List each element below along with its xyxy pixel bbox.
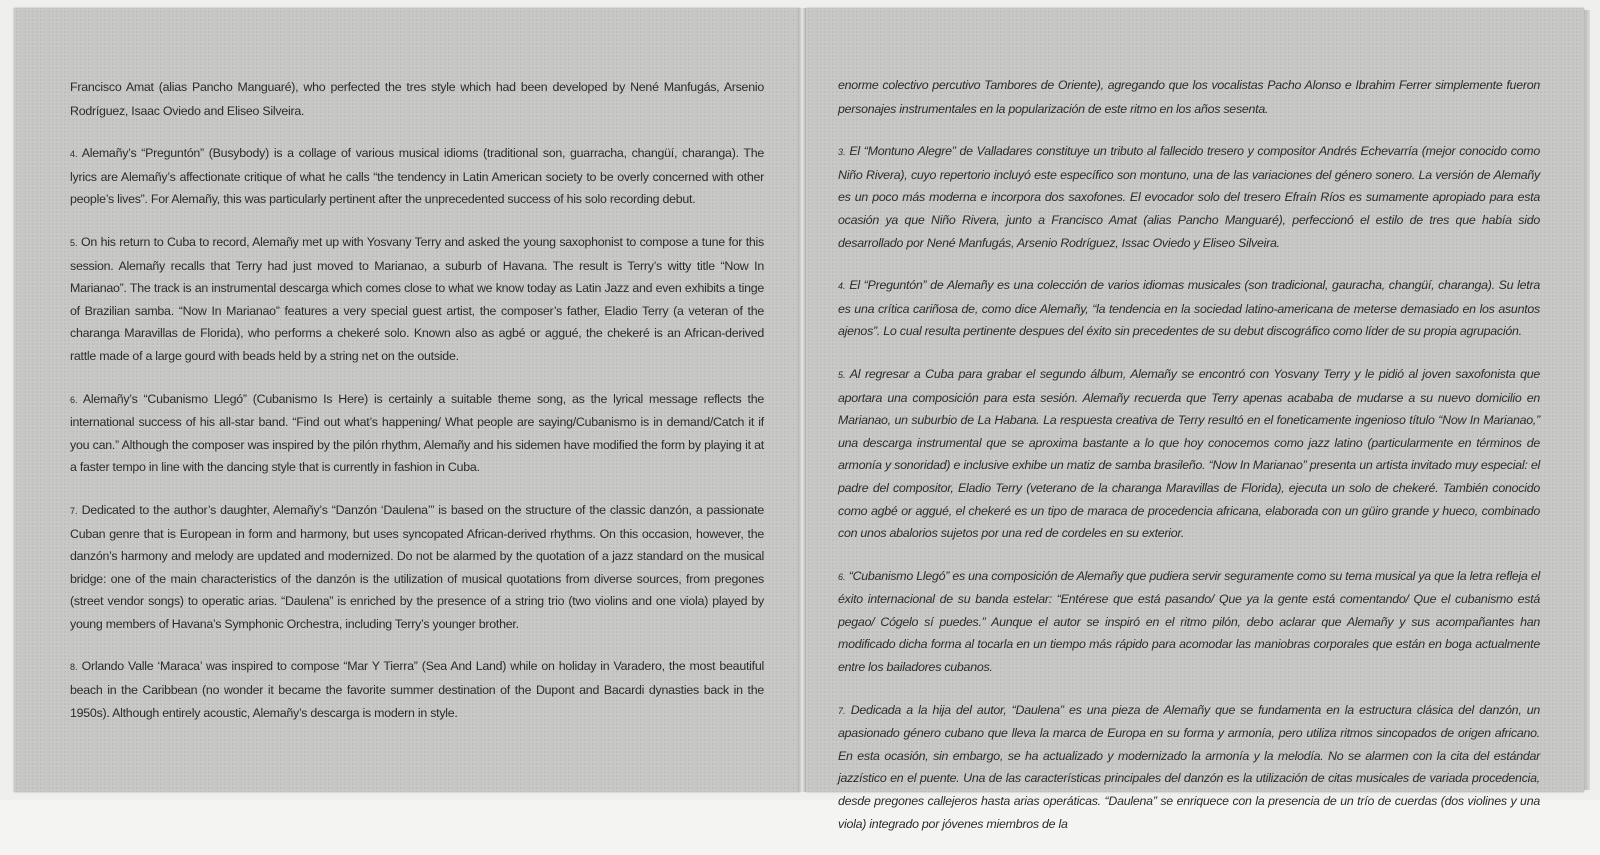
paragraph-number: 6. [838, 571, 846, 582]
left-page-text [70, 76, 764, 744]
paragraph-text: Orlando Valle ‘Maraca’ was inspired to compose “Mar Y Tierra” (Sea And Land) while on holiday in Varadero, the most beautiful beach in the Caribbean (no wonder it became the favorite summer destination of the Dupont and Bacardi dynasties back in the 1950s). Although entirely acoustic, Alemañy’s descarga is modern in style. [70, 659, 764, 720]
paragraph-text: Alemañy’s “Cubanismo Llegó” (Cubanismo Is Here) is certainly a suitable theme song, as the lyrical message reflects the international success of his all-star band. “Find out what’s happening/ What people are saying/Cubanismo is in demand/Catch it if you can.” Although the composer was inspired by the pilón rhythm, Alemañy and his sidemen have modified the form by playing it at a faster tempo in line with the dancing style that is currently in fashion in Cuba. [70, 391, 764, 475]
paragraph [838, 363, 1540, 545]
paragraph-number: 5. [70, 237, 78, 248]
paragraph-number: 4. [70, 149, 78, 160]
paragraph-text: Al regresar a Cuba para grabar el segundo álbum, Alemañy se encontró con Yosvany Terry y le pidió al joven saxofonista que aportara una composición para esta sesión. Alemañy recuerda que Terry apenas acababa de mudarse a su nuevo domicilio en Marianao, un suburbio de La Habana. La respuesta creativa de Terry resultó en el foneticamente ingenioso título “Now In Marianao,” una descarga instrumental que se aproxima bastante a lo que hoy conocemos como jazz latino (particularmente en términos de armonía y sonoridad) e inclusive exhibe un matiz de samba brasileño. “Now In Marianao” presenta un artista invitado muy especial: el padre del compositor, Eladio Terry (veterano de la charanga Maravillas de Florida), ejecuta un solo de chekeré. También conocido como agbé or aggué, el chekeré es un tipo de maraca de procedencia africana, elaborada con un güiro grande y hueco, combinado con unos abalorios sujetos por una red de cordeles en su exterior. [838, 366, 1540, 541]
paragraph-number: 5. [838, 369, 846, 380]
paragraph-text: Dedicated to the author’s daughter, Alemañy’s “Danzón ‘Daulena’” is based on the structure of the classic danzón, a passionate Cuban genre that is European in form and harmony, but uses syncopated African-derived rhythms. On this occasion, however, the danzón’s harmony and melody are updated and modernized. Do not be alarmed by the quotation of a jazz standard on the musical bridge: one of the main characteristics of the danzón is the utilization of musical quotations from diverse sources, from pregones (street vendor songs) to operatic arias. “Daulena” is enriched by the presence of a string trio (two violins and one viola) played by young members of Havana’s Symphonic Orchestra, including Terry’s younger brother. [70, 502, 764, 631]
paragraph [838, 74, 1540, 120]
page-edge [1584, 10, 1590, 790]
paragraph-number: 7. [838, 705, 846, 716]
paragraph-number: 8. [70, 662, 78, 673]
paragraph-text: Francisco Amat (alias Pancho Manguaré), who perfected the tres style which had been developed by Nené Manfugás, Arsenio Rodríguez, Isaac Oviedo and Eliseo Silveira. [70, 80, 764, 118]
paragraph-text: On his return to Cuba to record, Alemañy met up with Yosvany Terry and asked the young saxophonist to compose a tune for this session. Alemañy recalls that Terry had just moved to Marianao, a suburb of Havana. The result is Terry’s witty title “Now In Marianao”. The track is an instrumental descarga which comes close to what we know today as Latin Jazz and even exhibits a tinge of Brazilian samba. “Now In Marianao” features a very special guest artist, the composer’s father, Eladio Terry (a veteran of the charanga Maravillas de Florida), who performs a chekeré solo. Known also as agbé or aggué, the chekeré is an African-derived rattle made of a large gourd with beads held by a string net on the outside. [70, 234, 764, 363]
paragraph-text: El “Preguntón” de Alemañy es una colección de varios idiomas musicales (son tradicional, gauracha, changüí, charanga). Su letra es una crítica cariñosa de, como dice Alemañy, “la tendencia en la sociedad latino-americana de meterse demasiado en los asuntos ajenos”. Lo cual resulta pertinente despues del éxito sin precedentes de su debut discográfico como líder de su propia agrupación. [838, 278, 1540, 339]
paragraph-number: 7. [70, 505, 78, 516]
paragraph [70, 655, 764, 724]
paragraph-text: “Cubanismo Llegó” es una composición de Alemañy que pudiera servir seguramente como su tema musical ya que la letra refleja el éxito internacional de su banda estelar: “Entérese que está pasando/ Que ya la gente está comentando/ Que el cubanismo está pegao/ Cógelo sí puedes.” Aunque el autor se inspiró en el ritmo pilón, debo aclarar que Alemañy y sus acompañantes han modificado dicha forma al tocarla en un tiempo más rápido para acomodar las maniobras corporales que están en boga actualmente entre los bailadores cubanos. [838, 568, 1540, 675]
paragraph-text: enorme colectivo percutivo Tambores de Oriente), agregando que los vocalistas Pacho Alonso e Ibrahim Ferrer simplemente fueron personajes instrumentales en la popularización de este ritmo en los años sesenta. [838, 78, 1540, 116]
paragraph-text: Alemañy’s “Preguntón” (Busybody) is a collage of various musical idioms (traditional son, guarracha, changüí, charanga). The lyrics are Alemañy’s affectionate critique of what he calls “the tendency in Latin American society to be overly concerned with other people’s lives”. For Alemañy, this was particularly pertinent after the unprecedented success of his solo recording debut. [70, 146, 764, 207]
paragraph-number: 6. [70, 394, 78, 405]
paragraph [838, 699, 1540, 836]
paragraph [70, 388, 764, 479]
right-page [806, 8, 1584, 831]
paragraph [70, 142, 764, 211]
paragraph [838, 565, 1540, 679]
right-page-text [838, 74, 1540, 855]
paragraph-text: Dedicada a la hija del autor, “Daulena” es una pieza de Alemañy que se fundamenta en la estructura clásica del danzón, un apasionado género cubano que lleva la marca de Europa en su forma y armonía, pero utiliza ritmos sincopados de origen africano. En esta ocasión, sin embargo, se ha actualizado y modernizado la armonía y la melodía. No se alarmen con la cita del estándar jazzístico en el puente. Una de las características principales del danzón es la utilización de citas musicales de variada procedencia, desde pregones callejeros hasta arias operáticas. “Daulena” se enriquece con la presencia de un trío de cuerdas (dos violines y una viola) integrado por jóvenes miembros de la [838, 702, 1540, 831]
paragraph-number: 3. [838, 147, 846, 158]
paragraph [838, 140, 1540, 254]
paragraph [70, 231, 764, 368]
paragraph [70, 76, 764, 122]
paragraph [838, 274, 1540, 343]
paragraph-text: El “Montuno Alegre” de Valladares constituye un tributo al fallecido tresero y compositor Andrés Echevarría (mejor conocido como Niño Rivera), cuyo repertorio incluyó este específico son montuno, una de las variaciones del género sonero. La versión de Alemañy es un poco más moderna e incorpora dos saxofones. El evocador solo del tresero Efraín Ríos es sumamente apropiado para esta ocasión ya que Niño Rivera, junto a Francisco Amat (alias Pancho Manguaré), perfeccionó el estilo de tres que había sido desarrollado por Nené Manfugás, Arsenio Rodríguez, Issac Oviedo y Eliseo Silveira. [838, 144, 1540, 250]
paragraph-number: 4. [838, 281, 846, 292]
paragraph [70, 499, 764, 636]
left-page [14, 8, 800, 792]
